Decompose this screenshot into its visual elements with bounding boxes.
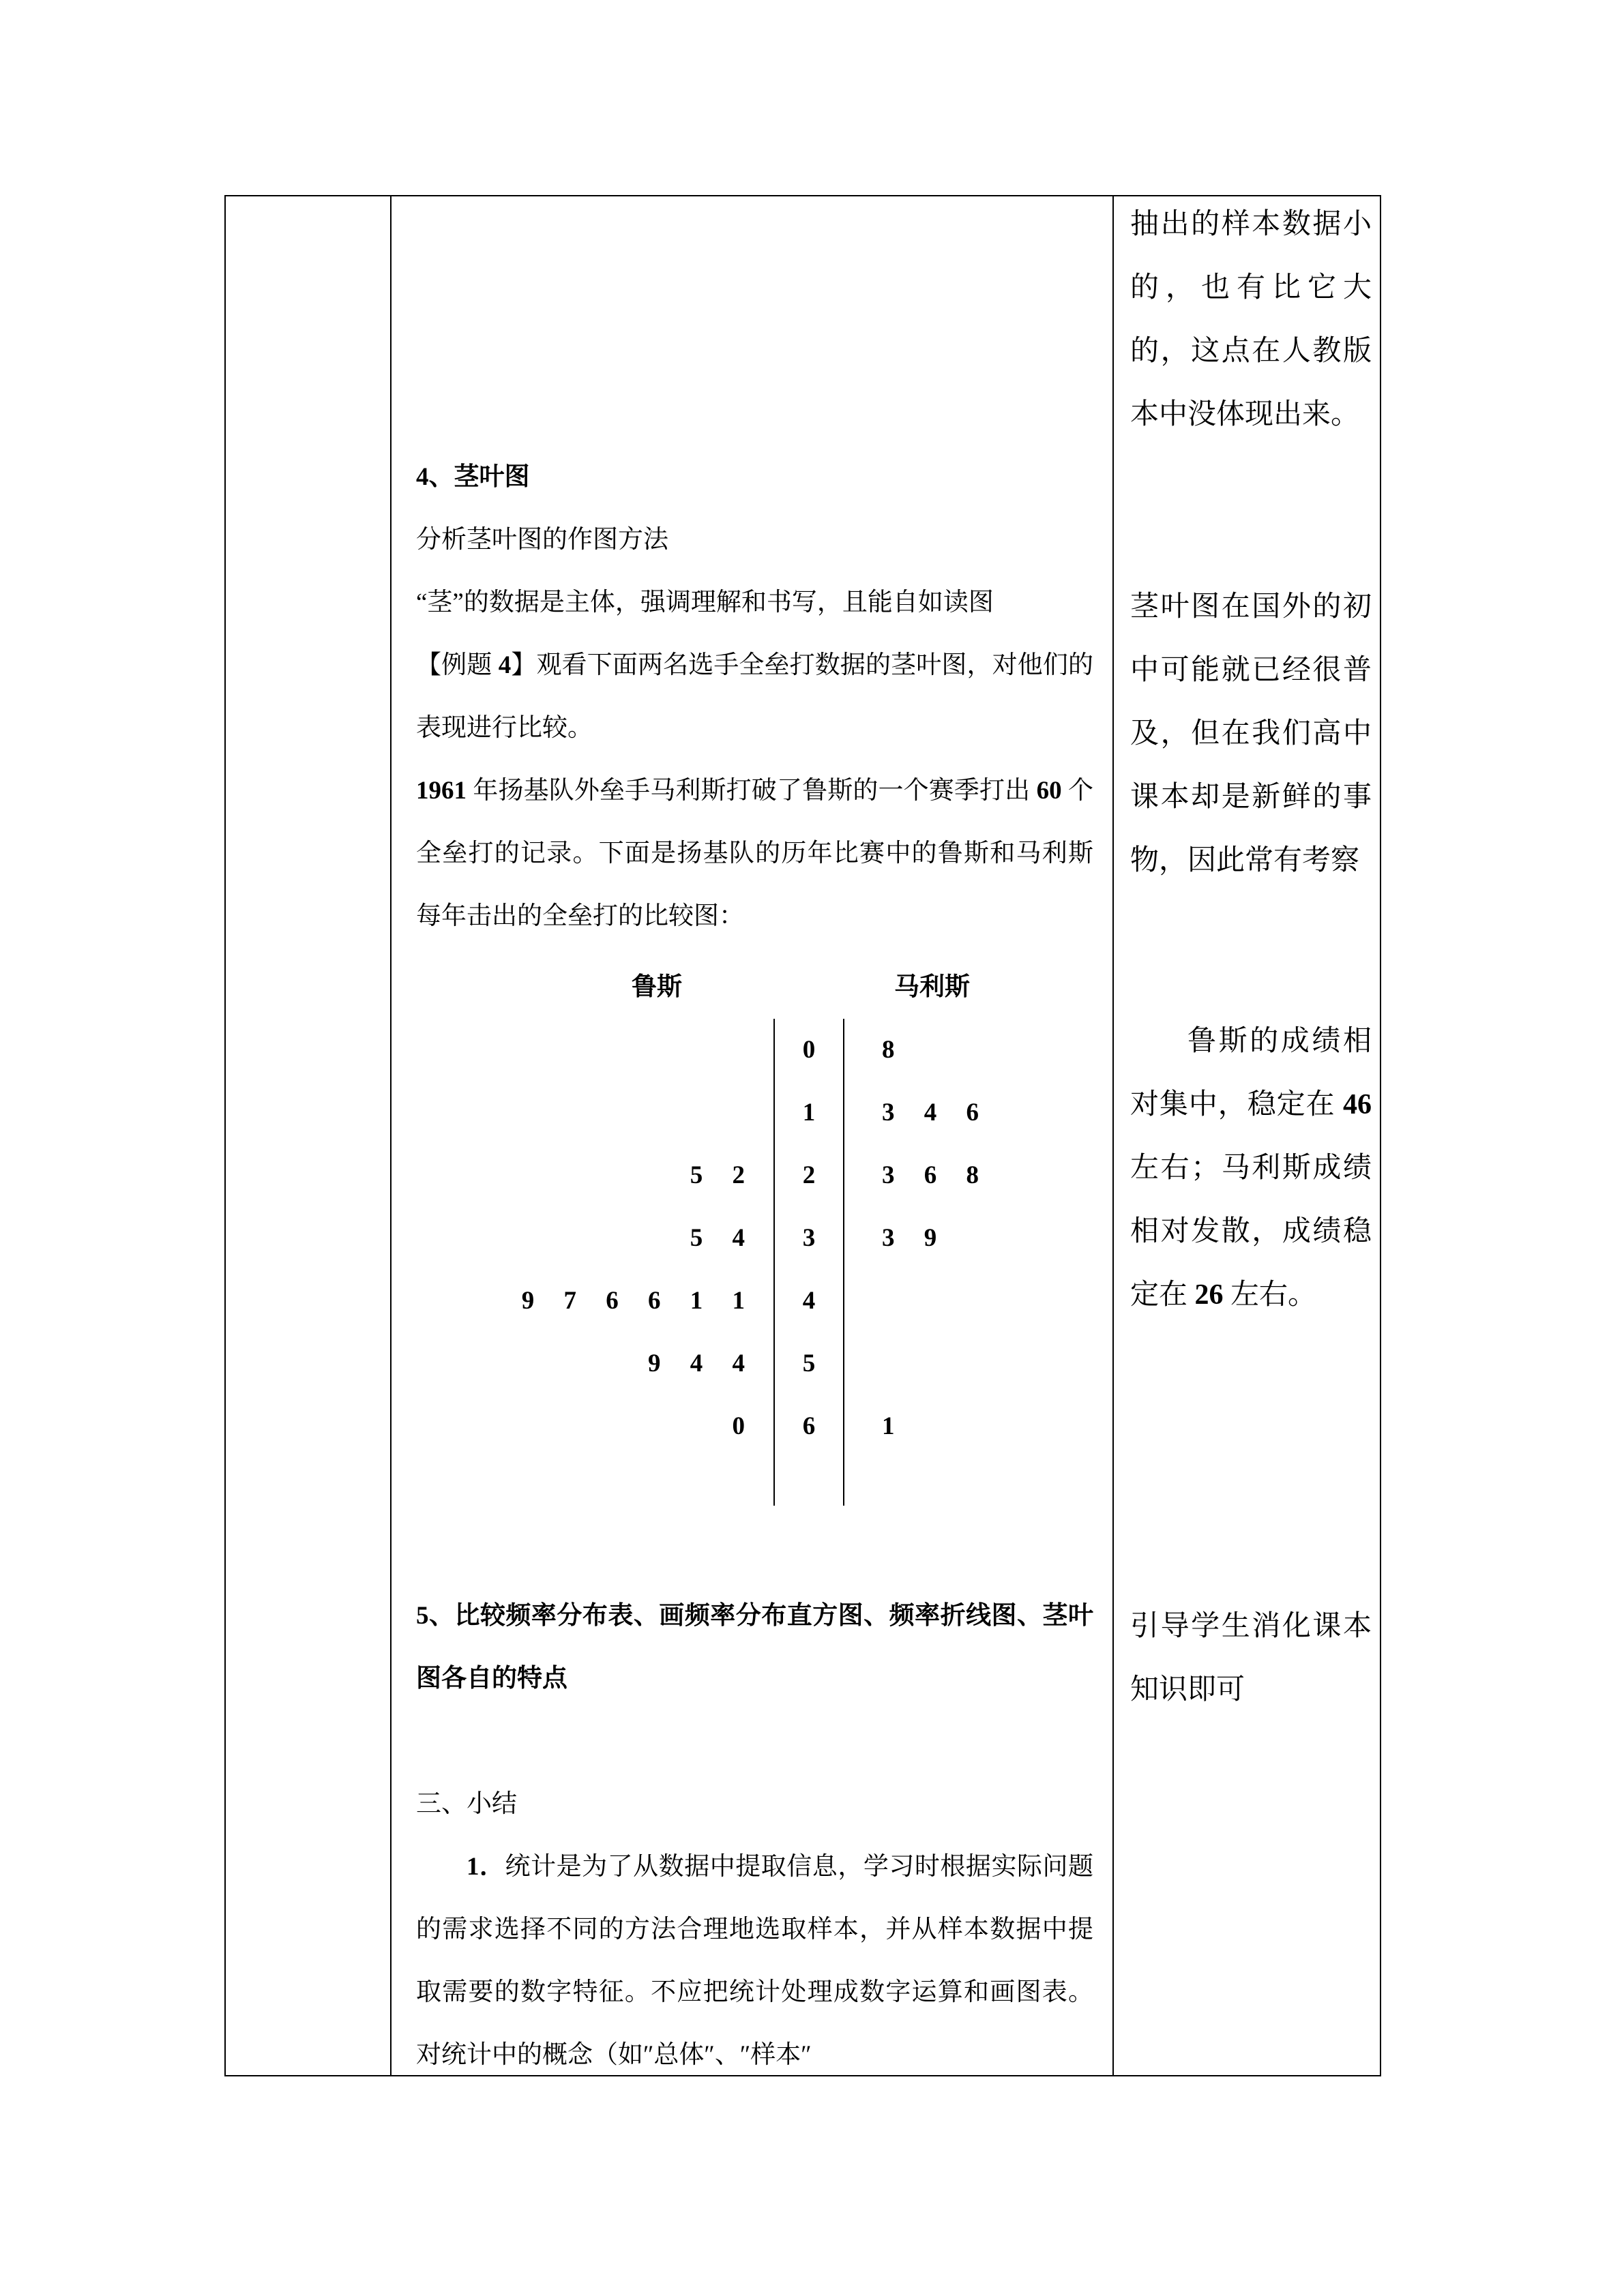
margin-note-stemleaf-abroad: 茎叶图在国外的初中可能就已经很普及，但在我们高中课本却是新鲜的事物，因此常有考察 — [1130, 591, 1372, 876]
right-leaves — [844, 1270, 1093, 1332]
right-leaves: 1 — [882, 1412, 895, 1440]
right-leaves: 3 6 8 — [882, 1161, 979, 1189]
margin-note-guide: 引导学生消化课本知识即可 — [1130, 1611, 1372, 1705]
lesson-plan-table — [224, 195, 1381, 2076]
stem-row — [416, 1144, 1093, 1207]
left-leaves — [416, 1082, 773, 1144]
method-line: 分析茎叶图的作图方法 — [416, 526, 668, 554]
right-leaves: 8 — [882, 1036, 895, 1064]
stem-note-line: “茎”的数据是主体，强调理解和书写，且能自如读图 — [416, 588, 994, 616]
stem-row — [416, 1019, 1093, 1082]
margin-note-comparison: 鲁斯的成绩相对集中，稳定在 46 左右；马利斯成绩相对发散，成绩稳定在 26 左右。 — [1130, 1026, 1372, 1311]
stem-digit: 6 — [773, 1395, 844, 1458]
stem-line-extension — [416, 1458, 1093, 1506]
stem-digit: 3 — [773, 1207, 844, 1270]
background-paragraph: 1961 年扬基队外垒手马利斯打破了鲁斯的一个赛季打出 60 个全垒打的记录。下面是扬基队的历年比赛中的鲁斯和马利斯每年击出的全垒打的比较图： — [416, 777, 1094, 930]
table-col-left — [226, 196, 392, 2075]
margin-note-sample: 抽出的样本数据小的，也有比它大的，这点在人教版本中没体现出来。 — [1130, 209, 1372, 430]
stem-digit: 0 — [773, 1019, 844, 1082]
right-leaves: 3 9 — [882, 1224, 937, 1252]
section-4-heading: 4、茎叶图 — [416, 463, 530, 491]
table-col-main — [392, 196, 1114, 2075]
stem-row — [416, 1082, 1093, 1144]
stem-row — [416, 1332, 1093, 1395]
right-leaves — [844, 1332, 1093, 1395]
stem-leaf-headers — [416, 956, 1093, 1019]
stem-row — [416, 1395, 1093, 1458]
section-5-heading: 5、比较频率分布表、画频率分布直方图、频率折线图、茎叶图各自的特点 — [416, 1602, 1093, 1693]
left-leaves: 9 4 4 — [648, 1350, 745, 1377]
left-leaves: 5 2 — [690, 1161, 745, 1189]
summary-heading: 三、小结 — [416, 1790, 517, 1818]
left-leaves: 5 4 — [690, 1224, 745, 1252]
stem-digit: 5 — [773, 1332, 844, 1395]
table-col-notes — [1114, 196, 1380, 2075]
left-player-header: 鲁斯 — [632, 973, 682, 1001]
stem-row — [416, 1207, 1093, 1270]
left-leaves — [416, 1019, 773, 1082]
example-4-paragraph: 【例题 4】观看下面两名选手全垒打数据的茎叶图，对他们的表现进行比较。 — [416, 651, 1094, 742]
left-leaves: 9 7 6 6 1 1 — [521, 1287, 745, 1315]
stem-digit: 4 — [773, 1270, 844, 1332]
stem-digit: 1 — [773, 1082, 844, 1144]
stem-digit: 2 — [773, 1144, 844, 1207]
right-player-header: 马利斯 — [894, 973, 970, 1001]
left-leaves: 0 — [732, 1412, 745, 1440]
stem-leaf-plot — [416, 956, 1093, 1506]
summary-item-1: 1．统计是为了从数据中提取信息，学习时根据实际问题的需求选择不同的方法合理地选取样本，并从样本数据中提取需要的数字特征。不应把统计处理成数字运算和画图表。对统计中的概念（如″总体″、″样本″ — [416, 1853, 1094, 2069]
stem-row — [416, 1270, 1093, 1332]
right-leaves: 3 4 6 — [882, 1099, 979, 1127]
